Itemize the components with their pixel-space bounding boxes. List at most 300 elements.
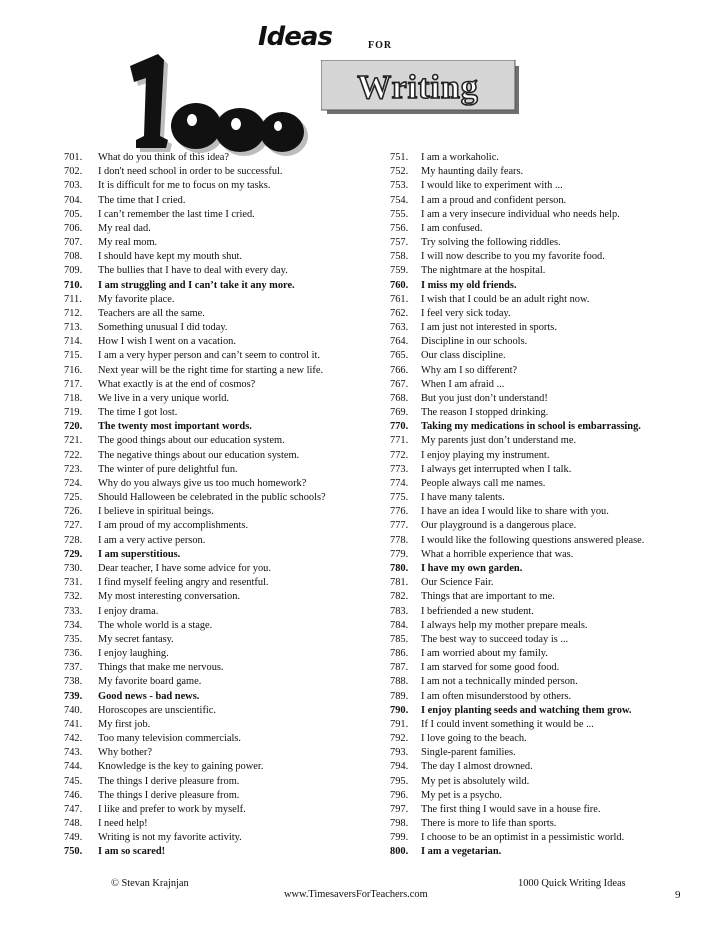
item-text: I have an idea I would like to share with you. (421, 506, 609, 518)
item-text: Knowledge is the key to gaining power. (98, 761, 264, 773)
item-number: 752. (390, 166, 409, 178)
item-text: Why am I so different? (421, 364, 518, 376)
item-text: Single-parent families. (421, 747, 516, 759)
item-text: Horoscopes are unscientific. (98, 704, 217, 716)
item-number: 706. (64, 222, 83, 234)
list-item (390, 775, 680, 789)
item-text: Should Halloween be celebrated in the public schools? (98, 492, 326, 504)
item-number: 740. (64, 704, 83, 716)
left-column-list (64, 151, 374, 860)
item-text: Teachers are all the same. (98, 307, 205, 319)
item-number: 759. (390, 265, 409, 277)
list-item (64, 222, 374, 236)
item-number: 755. (390, 208, 409, 220)
list-item (64, 406, 374, 420)
list-item (390, 378, 680, 392)
list-item (390, 675, 680, 689)
item-text: Something unusual I did today. (98, 322, 228, 334)
list-item (64, 690, 374, 704)
list-item (64, 491, 374, 505)
list-item (390, 505, 680, 519)
logo-1000 (120, 48, 310, 158)
item-text: When I am afraid ... (421, 378, 505, 390)
writing-banner-text: Writing (357, 69, 479, 106)
list-item (64, 165, 374, 179)
list-item (390, 420, 680, 434)
list-item (390, 690, 680, 704)
item-text: I enjoy laughing. (98, 648, 169, 660)
item-text: What a horrible experience that was. (421, 548, 574, 560)
item-text: Try solving the following riddles. (421, 237, 561, 249)
item-text: My haunting daily fears. (421, 166, 524, 178)
item-number: 770. (390, 421, 409, 433)
item-text: The nightmare at the hospital. (421, 265, 546, 277)
item-text: My parents just don’t understand me. (421, 435, 577, 447)
item-text: I wish that I could be an adult right now. (421, 293, 590, 305)
item-text: I should have kept my mouth shut. (98, 251, 243, 263)
list-item (64, 264, 374, 278)
item-number: 745. (64, 775, 83, 787)
list-item (64, 420, 374, 434)
item-text: Writing is not my favorite activity. (98, 832, 242, 844)
item-text: I believe in spiritual beings. (98, 506, 214, 518)
list-item (390, 208, 680, 222)
list-item (64, 633, 374, 647)
item-number: 736. (64, 648, 83, 660)
item-number: 720. (64, 421, 83, 433)
item-number: 708. (64, 251, 83, 263)
list-item (64, 449, 374, 463)
list-item (390, 349, 680, 363)
item-number: 787. (390, 662, 409, 674)
list-item (64, 279, 374, 293)
item-text: I always help my mother prepare meals. (421, 619, 588, 631)
item-text: I am a workaholic. (421, 152, 499, 163)
list-item (390, 619, 680, 633)
list-item (64, 775, 374, 789)
item-text: I am superstitious. (98, 548, 181, 560)
footer-author: © Stevan Krajnjan (111, 878, 189, 889)
list-item (390, 576, 680, 590)
item-text: I am a very insecure individual who needs help. (421, 208, 620, 220)
list-item (64, 576, 374, 590)
list-item (64, 349, 374, 363)
item-number: 703. (64, 180, 83, 192)
list-item (64, 718, 374, 732)
item-number: 723. (64, 463, 83, 475)
footer-book-title: 1000 Quick Writing Ideas (518, 878, 626, 889)
list-item (64, 208, 374, 222)
item-number: 790. (390, 704, 409, 716)
item-number: 721. (64, 435, 83, 447)
item-number: 797. (390, 803, 409, 815)
item-text: My pet is a psycho. (421, 789, 503, 801)
item-number: 758. (390, 251, 409, 263)
item-number: 707. (64, 237, 83, 249)
item-number: 734. (64, 619, 83, 631)
item-number: 794. (390, 761, 409, 773)
item-number: 781. (390, 577, 409, 589)
item-text: What do you think of this idea? (98, 152, 230, 163)
list-item (64, 704, 374, 718)
item-number: 757. (390, 237, 409, 249)
item-number: 744. (64, 761, 83, 773)
list-item (64, 477, 374, 491)
item-number: 800. (390, 846, 409, 858)
list-item (64, 803, 374, 817)
item-number: 772. (390, 449, 409, 461)
item-number: 737. (64, 662, 83, 674)
item-text: My pet is absolutely wild. (421, 775, 530, 787)
list-item (390, 335, 680, 349)
item-number: 735. (64, 633, 83, 645)
item-text: I am not a technically minded person. (421, 676, 578, 688)
item-text: I am starved for some good food. (421, 662, 560, 674)
ideas-logo-text: Ideas (258, 22, 332, 52)
item-number: 756. (390, 222, 409, 234)
item-text: I can’t remember the last time I cried. (98, 208, 255, 220)
item-text: I am just not interested in sports. (421, 322, 557, 334)
footer-website: www.TimesaversForTeachers.com (284, 889, 428, 900)
list-item (390, 222, 680, 236)
item-text: The bullies that I have to deal with every day. (98, 265, 288, 277)
item-text: My real dad. (98, 222, 151, 234)
item-number: 727. (64, 520, 83, 532)
item-number: 717. (64, 378, 83, 390)
item-text: The whole world is a stage. (98, 619, 213, 631)
item-text: Things that are important to me. (421, 591, 555, 603)
list-item (64, 307, 374, 321)
list-item (390, 803, 680, 817)
item-text: What exactly is at the end of cosmos? (98, 378, 256, 390)
list-item (390, 633, 680, 647)
list-item (390, 732, 680, 746)
item-text: I enjoy drama. (98, 605, 159, 617)
list-item (390, 236, 680, 250)
list-item (64, 335, 374, 349)
item-text: I am a very active person. (98, 534, 206, 546)
list-item (390, 760, 680, 774)
item-number: 768. (390, 392, 409, 404)
item-text: Things that make me nervous. (98, 662, 224, 674)
item-number: 784. (390, 619, 409, 631)
item-number: 713. (64, 322, 83, 334)
page-number: 9 (675, 889, 681, 901)
item-number: 712. (64, 307, 83, 319)
item-number: 733. (64, 605, 83, 617)
item-number: 701. (64, 152, 83, 163)
item-text: Why do you always give us too much homework? (98, 477, 307, 489)
item-text: The twenty most important words. (98, 421, 252, 433)
item-text: There is more to life than sports. (421, 818, 557, 830)
item-text: Our playground is a dangerous place. (421, 520, 577, 532)
item-number: 774. (390, 477, 409, 489)
item-number: 715. (64, 350, 83, 362)
item-number: 747. (64, 803, 83, 815)
list-item (390, 293, 680, 307)
list-item (64, 364, 374, 378)
item-text: The negative things about our education system. (98, 449, 300, 461)
item-number: 791. (390, 718, 409, 730)
item-text: I am confused. (421, 222, 483, 234)
item-number: 750. (64, 846, 83, 858)
list-item (390, 321, 680, 335)
list-item (64, 619, 374, 633)
item-text: The things I derive pleasure from. (98, 775, 240, 787)
item-number: 719. (64, 407, 83, 419)
list-item (390, 562, 680, 576)
list-item (64, 392, 374, 406)
item-number: 792. (390, 733, 409, 745)
item-number: 730. (64, 562, 83, 574)
item-text: I don't need school in order to be successful. (98, 166, 283, 178)
list-item (390, 477, 680, 491)
item-number: 783. (390, 605, 409, 617)
item-text: I will now describe to you my favorite food. (421, 251, 605, 263)
list-item (390, 704, 680, 718)
item-text: The time that I cried. (98, 194, 186, 206)
list-item (390, 165, 680, 179)
item-text: The first thing I would save in a house fire. (421, 803, 601, 815)
item-text: The good things about our education system. (98, 435, 285, 447)
item-number: 778. (390, 534, 409, 546)
list-item (64, 236, 374, 250)
item-number: 729. (64, 548, 83, 560)
item-number: 711. (64, 293, 82, 305)
item-text: I have my own garden. (421, 562, 523, 574)
item-text: The things I derive pleasure from. (98, 789, 240, 801)
list-item (390, 264, 680, 278)
item-text: I miss my old friends. (421, 279, 517, 291)
item-text: I am a proud and confident person. (421, 194, 567, 206)
item-number: 702. (64, 166, 83, 178)
item-number: 767. (390, 378, 409, 390)
item-number: 782. (390, 591, 409, 603)
list-item (64, 434, 374, 448)
list-item (64, 746, 374, 760)
item-text: I always get interrupted when I talk. (421, 463, 572, 475)
item-text: The best way to succeed today is ... (421, 633, 569, 645)
list-item (390, 406, 680, 420)
list-item (390, 647, 680, 661)
item-text: My most interesting conversation. (98, 591, 240, 603)
list-item (390, 449, 680, 463)
item-text: The reason I stopped drinking. (421, 407, 549, 419)
item-number: 739. (64, 690, 83, 702)
list-item (390, 250, 680, 264)
list-item (64, 519, 374, 533)
item-number: 796. (390, 789, 409, 801)
list-item (390, 817, 680, 831)
item-number: 788. (390, 676, 409, 688)
list-item (64, 760, 374, 774)
item-text: My favorite board game. (98, 676, 202, 688)
item-text: We live in a very unique world. (98, 392, 230, 404)
item-number: 760. (390, 279, 409, 291)
list-item (64, 831, 374, 845)
item-number: 751. (390, 152, 409, 163)
list-item (64, 463, 374, 477)
list-item (390, 491, 680, 505)
item-number: 705. (64, 208, 83, 220)
item-number: 773. (390, 463, 409, 475)
item-number: 709. (64, 265, 83, 277)
item-text: I find myself feeling angry and resentful. (98, 577, 269, 589)
item-number: 718. (64, 392, 83, 404)
list-item (64, 378, 374, 392)
list-item (390, 194, 680, 208)
item-text: I feel very sick today. (421, 307, 511, 319)
item-text: My secret fantasy. (98, 633, 174, 645)
item-text: I have many talents. (421, 492, 505, 504)
item-number: 798. (390, 818, 409, 830)
item-text: I am struggling and I can’t take it any more. (98, 279, 295, 291)
item-text: Why bother? (98, 747, 152, 759)
item-number: 785. (390, 633, 409, 645)
list-item (390, 179, 680, 193)
item-number: 710. (64, 279, 83, 291)
list-item (390, 718, 680, 732)
item-text: I enjoy playing my instrument. (421, 449, 550, 461)
list-item (390, 534, 680, 548)
item-text: I would like to experiment with ... (421, 180, 563, 192)
item-text: I am so scared! (98, 846, 166, 858)
item-text: But you just don’t understand! (421, 392, 548, 404)
writing-banner (321, 60, 521, 116)
item-number: 724. (64, 477, 83, 489)
list-item (64, 534, 374, 548)
list-item (390, 661, 680, 675)
list-item (64, 675, 374, 689)
item-text: Good news - bad news. (98, 690, 200, 702)
item-text: I enjoy planting seeds and watching them grow. (421, 704, 632, 716)
list-item (64, 590, 374, 604)
logo-1000-text: 1000 (120, 48, 122, 49)
item-number: 799. (390, 832, 409, 844)
list-item (64, 194, 374, 208)
item-text: I like and prefer to work by myself. (98, 803, 246, 815)
item-text: Taking my medications in school is embarrassing. (421, 421, 641, 433)
item-number: 742. (64, 733, 83, 745)
item-text: I would like the following questions answered please. (421, 534, 645, 546)
item-text: I need help! (98, 818, 148, 830)
right-column-list (390, 151, 680, 860)
list-item (64, 548, 374, 562)
item-text: I am proud of my accomplishments. (98, 520, 249, 532)
list-item (64, 789, 374, 803)
item-number: 741. (64, 718, 83, 730)
item-number: 766. (390, 364, 409, 376)
list-item (64, 250, 374, 264)
item-text: I love going to the beach. (421, 733, 527, 745)
list-item (64, 732, 374, 746)
item-text: Our Science Fair. (421, 577, 494, 589)
item-number: 753. (390, 180, 409, 192)
item-text: I am a very hyper person and can’t seem to control it. (98, 350, 320, 362)
item-number: 732. (64, 591, 83, 603)
item-text: I am often misunderstood by others. (421, 690, 572, 702)
item-text: I choose to be an optimist in a pessimistic world. (421, 832, 625, 844)
item-text: The winter of pure delightful fun. (98, 463, 238, 475)
item-number: 738. (64, 676, 83, 688)
list-item (390, 845, 680, 859)
list-item (390, 151, 680, 165)
item-number: 795. (390, 775, 409, 787)
list-item (64, 845, 374, 859)
list-item (64, 661, 374, 675)
item-text: It is difficult for me to focus on my tasks. (98, 180, 271, 192)
list-item (390, 746, 680, 760)
list-item (390, 519, 680, 533)
item-number: 779. (390, 548, 409, 560)
item-number: 749. (64, 832, 83, 844)
list-item (64, 562, 374, 576)
item-text: Dear teacher, I have some advice for you. (98, 562, 271, 574)
item-number: 761. (390, 293, 409, 305)
list-item (390, 279, 680, 293)
item-number: 793. (390, 747, 409, 759)
item-text: I am a vegetarian. (421, 846, 502, 858)
item-number: 776. (390, 506, 409, 518)
item-text: Next year will be the right time for starting a new life. (98, 364, 324, 376)
item-number: 771. (390, 435, 409, 447)
list-item (64, 817, 374, 831)
item-number: 726. (64, 506, 83, 518)
item-number: 728. (64, 534, 83, 546)
item-number: 746. (64, 789, 83, 801)
item-number: 763. (390, 322, 409, 334)
item-number: 762. (390, 307, 409, 319)
item-number: 775. (390, 492, 409, 504)
list-item (64, 151, 374, 165)
item-text: People always call me names. (421, 477, 546, 489)
list-item (390, 548, 680, 562)
item-number: 777. (390, 520, 409, 532)
item-number: 731. (64, 577, 83, 589)
list-item (390, 434, 680, 448)
item-text: If I could invent something it would be ... (421, 718, 594, 730)
item-number: 722. (64, 449, 83, 461)
item-number: 725. (64, 492, 83, 504)
list-item (64, 647, 374, 661)
item-number: 704. (64, 194, 83, 206)
list-item (390, 831, 680, 845)
list-item (390, 789, 680, 803)
list-item (390, 605, 680, 619)
list-item (390, 463, 680, 477)
list-item (390, 307, 680, 321)
item-text: My favorite place. (98, 293, 175, 305)
item-text: The day I almost drowned. (421, 761, 533, 773)
item-number: 764. (390, 336, 409, 348)
list-item (390, 364, 680, 378)
item-text: My real mom. (98, 237, 158, 249)
item-text: Our class discipline. (421, 350, 506, 362)
item-number: 743. (64, 747, 83, 759)
list-item (64, 293, 374, 307)
for-label: FOR (368, 40, 393, 51)
item-text: Too many television commercials. (98, 733, 241, 745)
item-number: 780. (390, 562, 409, 574)
list-item (64, 505, 374, 519)
item-number: 748. (64, 818, 83, 830)
item-text: The time I got lost. (98, 407, 178, 419)
item-number: 786. (390, 648, 409, 660)
item-text: My first job. (98, 718, 151, 730)
item-text: Discipline in our schools. (421, 336, 528, 348)
item-number: 765. (390, 350, 409, 362)
list-item (390, 392, 680, 406)
